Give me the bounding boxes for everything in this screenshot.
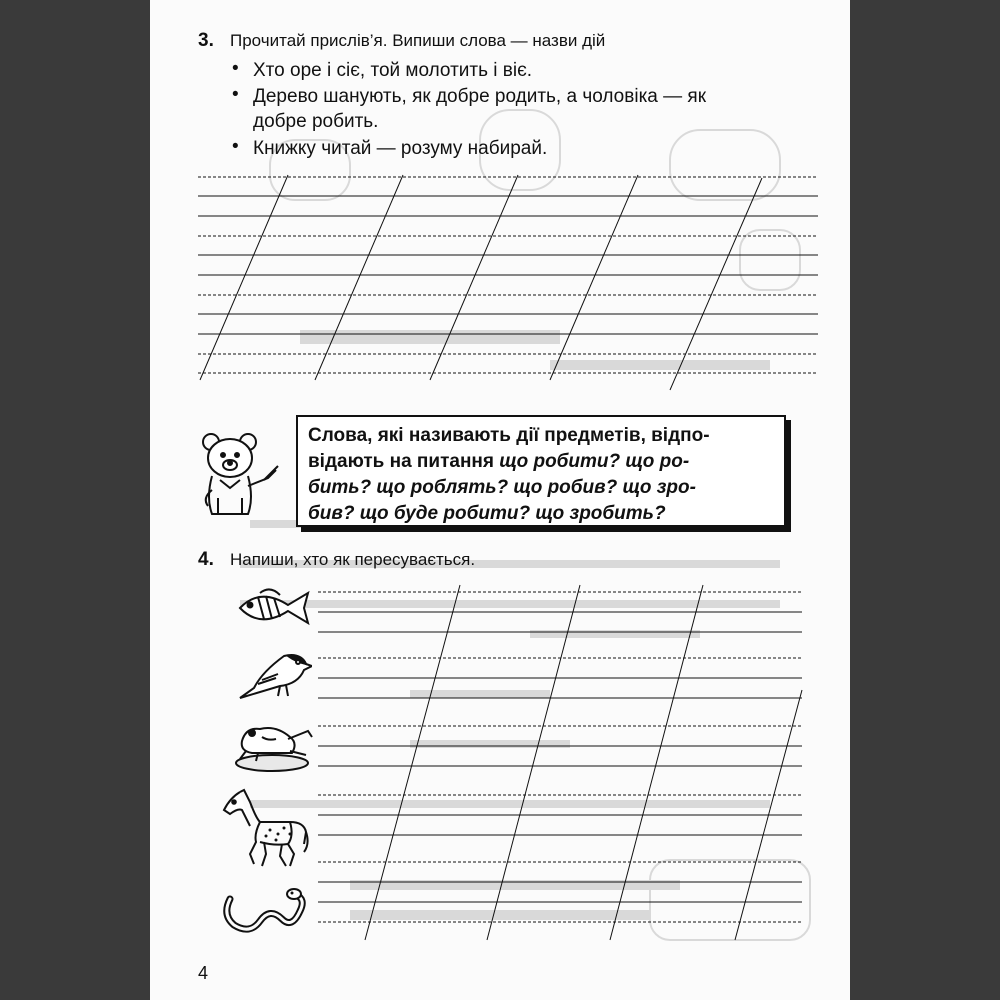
bullet-marker: • [232,58,239,79]
rule-question-2: бить? що роблять? що робив? що зро- [308,477,696,498]
proverb-2: Дерево шанують, як добре родить, а чоловіка — як [253,86,707,107]
rule-text-line-1: Слова, які називають дії предметів, відпо- [308,425,710,446]
rule-question-1: що робити? що ро- [499,451,690,472]
rule-question-3: бив? що буде робити? що зробить? [308,503,666,524]
proverb-1: Хто оре і сіє, той молотить і віє. [253,60,533,81]
rule-box [296,415,786,527]
writing-area-exercise-4 [318,585,802,940]
writing-area-exercise-3 [198,175,818,390]
exercise-4-number: 4. [198,549,214,570]
bullet-marker: • [232,84,239,105]
bird-icon [232,650,312,700]
bullet-marker: • [232,136,239,157]
teddy-bear-illustration [198,428,280,518]
snake-icon [220,885,312,947]
proverb-3: Книжку читай — розуму набирай. [253,138,548,159]
exercise-3-number: 3. [198,30,214,51]
rule-text-line-2: відають на питання [308,451,500,472]
page-number: 4 [198,963,209,983]
frog-icon [232,717,316,773]
proverb-2-continuation: добре робить. [253,111,379,132]
fish-icon [230,585,312,631]
exercise-3-title: Прочитай прислів’я. Випиши слова — назви дій [230,31,606,50]
workbook-page [150,0,850,1000]
exercise-4-title: Напиши, хто як пересувається. [230,550,476,569]
horse-icon [220,788,310,868]
